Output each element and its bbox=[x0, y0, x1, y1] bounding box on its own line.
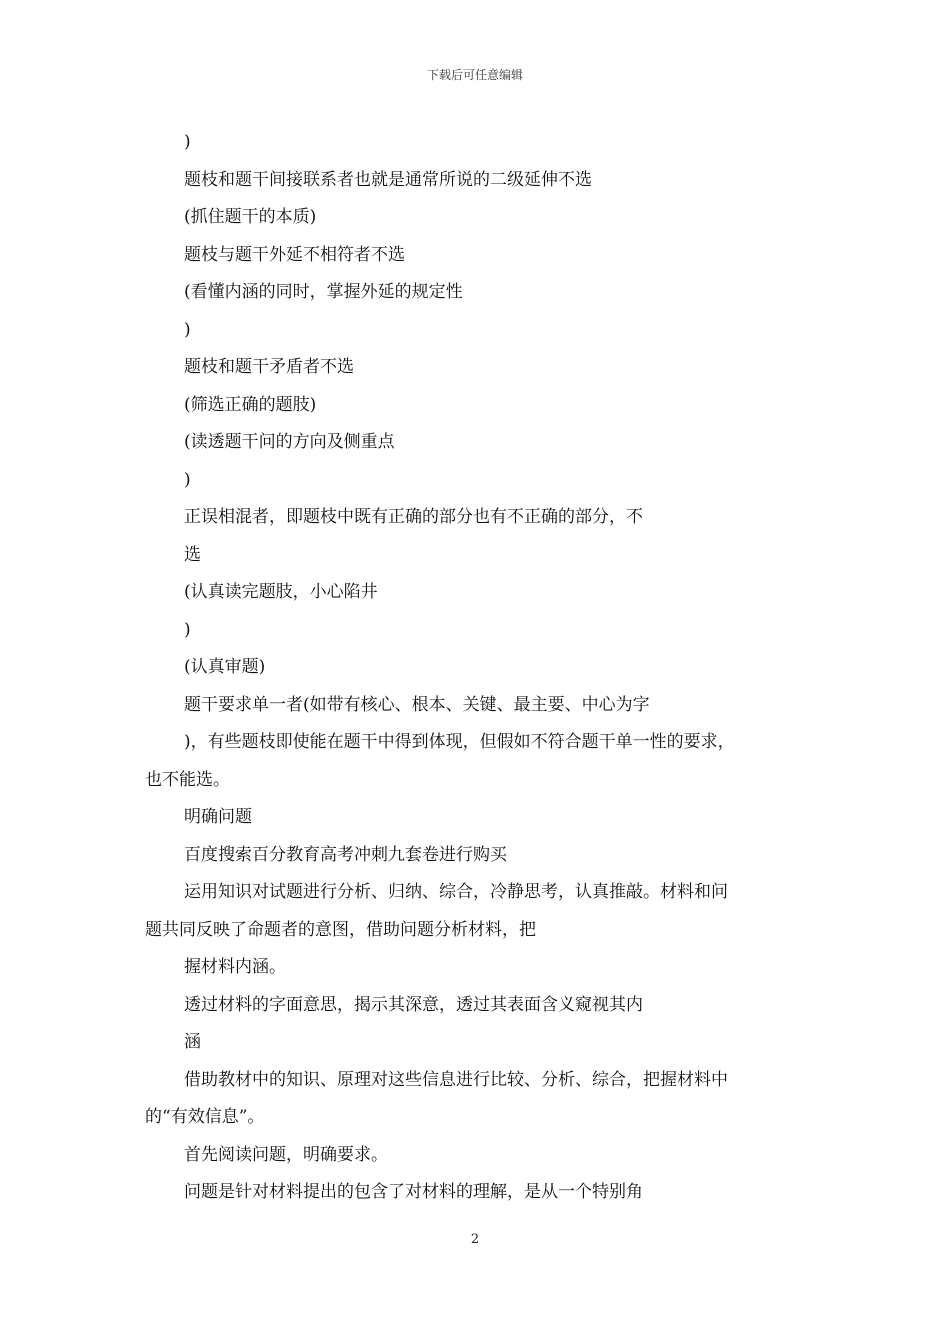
text-line: 题枝与题干外延不相符者不选 bbox=[184, 244, 405, 265]
text-line: (读透题干问的方向及侧重点 bbox=[184, 432, 395, 452]
text-line: ) bbox=[184, 619, 191, 640]
text-line: 问题是针对材料提出的包含了对材料的理解，是从一个特别角 bbox=[184, 1182, 643, 1202]
text-line: 握材料内涵。 bbox=[184, 957, 286, 977]
text-line: 题干要求单一者(如带有核心、根本、关键、最主要、中心为字 bbox=[184, 694, 650, 715]
text-line: 选 bbox=[184, 544, 201, 565]
text-line: )，有些题枝即使能在题干中得到体现，但假如不符合题干单一性的要求， bbox=[184, 732, 735, 752]
page-number: 2 bbox=[470, 1232, 480, 1247]
text-line: (看懂内涵的同时，掌握外延的规定性 bbox=[184, 282, 463, 302]
text-line: 明确问题 bbox=[184, 807, 252, 827]
page-header: 下载后可任意编辑 bbox=[426, 68, 523, 82]
text-line: 正误相混者，即题枝中既有正确的部分也有不正确的部分，不 bbox=[184, 507, 643, 527]
text-line: 也不能选。 bbox=[145, 769, 230, 790]
text-line: 的“有效信息”。 bbox=[145, 1107, 265, 1127]
text-line: ) bbox=[184, 469, 191, 490]
text-line: 透过材料的字面意思，揭示其深意，透过其表面含义窥视其内 bbox=[184, 994, 643, 1015]
text-line: 运用知识对试题进行分析、归纳、综合，冷静思考，认真推敲。材料和问 bbox=[184, 882, 728, 902]
text-line: 首先阅读问题，明确要求。 bbox=[184, 1144, 388, 1165]
text-line: 题枝和题干矛盾者不选 bbox=[184, 357, 354, 377]
text-line: 题共同反映了命题者的意图，借助问题分析材料，把 bbox=[145, 919, 536, 940]
text-line: ) bbox=[184, 319, 191, 340]
text-line: (抓住题干的本质) bbox=[184, 207, 317, 227]
text-line: (认真审题) bbox=[184, 657, 266, 677]
text-line: (筛选正确的题肢) bbox=[184, 394, 317, 415]
text-line: 百度搜索百分教育高考冲刺九套卷进行购买 bbox=[184, 844, 507, 865]
text-line: ) bbox=[184, 132, 191, 152]
text-line: 涵 bbox=[184, 1032, 201, 1052]
text-line: 借助教材中的知识、原理对这些信息进行比较、分析、综合，把握材料中 bbox=[184, 1069, 728, 1090]
text-line: (认真读完题肢，小心陷井 bbox=[184, 582, 378, 602]
text-line: 题枝和题干间接联系者也就是通常所说的二级延伸不选 bbox=[184, 169, 592, 190]
body-text bbox=[145, 124, 810, 1212]
